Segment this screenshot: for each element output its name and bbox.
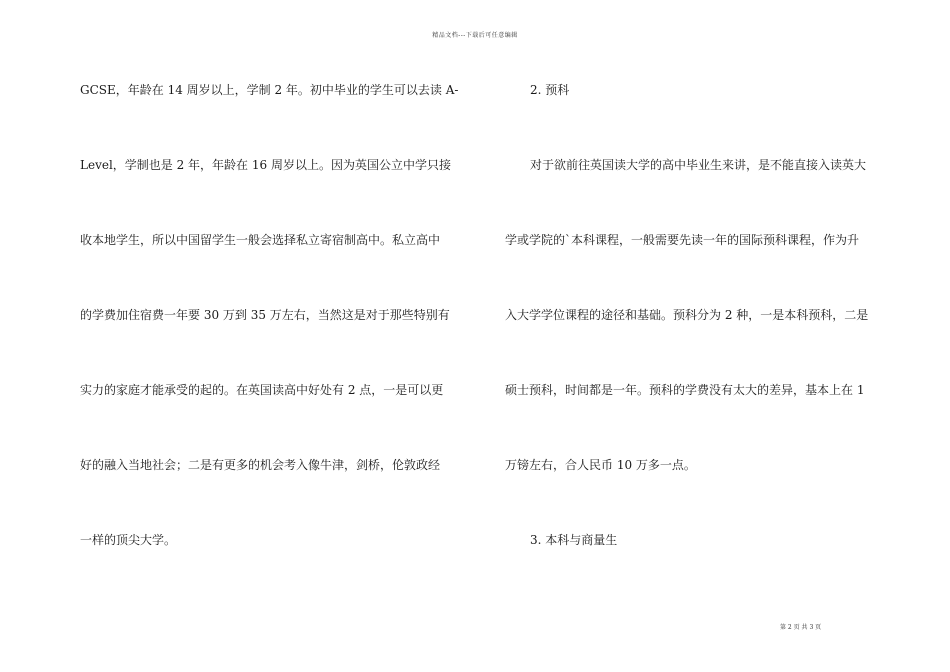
left-text-line-3: 收本地学生，所以中国留学生一般会选择私立寄宿制高中。私立高中 (80, 233, 441, 247)
right-text-line-2: 学或学院的`本科课程，一般需要先读一年的国际预科课程，作为升 (505, 233, 860, 247)
right-text-line-5: 万镑左右，合人民币 10 万多一点。 (505, 458, 696, 472)
right-text-line-4: 硕士预科，时间都是一年。预科的学费没有太大的差异，基本上在 1 (505, 383, 865, 397)
right-text-line-1: 对于欲前往英国读大学的高中毕业生来讲，是不能直接入读英大 (530, 158, 867, 172)
left-text-line-6: 好的融入当地社会；二是有更多的机会考入像牛津，剑桥，伦敦政经 (80, 458, 441, 472)
left-text-line-7: 一样的顶尖大学。 (80, 533, 177, 547)
left-text-line-4: 的学费加住宿费一年要 30 万到 35 万左右，当然这是对于那些特别有 (80, 308, 450, 322)
left-text-line-5: 实力的家庭才能承受的起的。在英国读高中好处有 2 点，一是可以更 (80, 383, 444, 397)
left-text-line-1: GCSE，年龄在 14 周岁以上，学制 2 年。初中毕业的学生可以去读 A- (80, 83, 459, 97)
right-text-line-3: 入大学学位课程的途径和基础。预科分为 2 种，一是本科预科，二是 (505, 308, 869, 322)
page-number: 第 2 页 共 3 页 (780, 624, 822, 631)
section-heading-undergrad: 3. 本科与商量生 (530, 533, 618, 547)
section-heading-foundation: 2. 预科 (530, 83, 570, 97)
left-text-line-2: Level，学制也是 2 年，年龄在 16 周岁以上。因为英国公立中学只接 (80, 158, 451, 172)
page-header: 精品文档---下载后可任意编辑 (432, 32, 518, 39)
